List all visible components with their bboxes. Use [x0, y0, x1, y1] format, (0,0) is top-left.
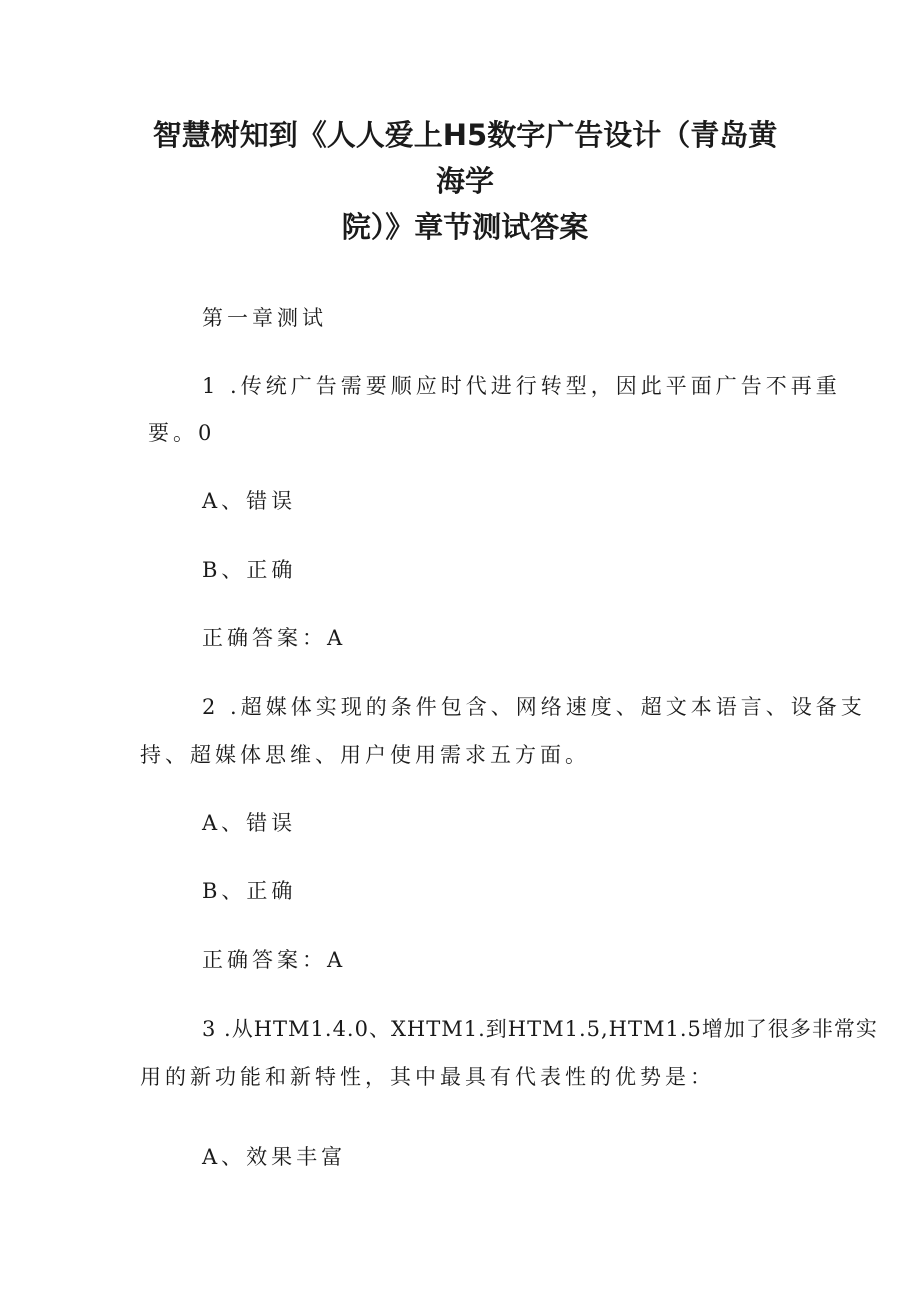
question-2-option-a: A、错误 — [202, 811, 297, 835]
question-2-stem-line-2: 持、超媒体思维、用户使用需求五方面。 — [140, 743, 590, 767]
question-2-stem-line-1: 2 .超媒体实现的条件包含、网络速度、超文本语言、设备支 — [202, 695, 866, 719]
question-1-stem-line-1: 1 .传统广告需要顺应时代进行转型，因此平面广告不再重 — [202, 374, 841, 398]
question-1-answer: 正确答案：A — [202, 626, 347, 650]
document-title-line-2: 院）》章节测试答案 — [341, 210, 589, 244]
question-3-stem-line-1: 3 .从HTM1.4.0、XHTM1.到HTM1.5,HTM1.5增加了很多非常实 — [202, 1017, 878, 1041]
question-3-option-a: A、效果丰富 — [202, 1145, 347, 1169]
question-3-stem-line-2: 用的新功能和新特性，其中最具有代表性的优势是： — [140, 1065, 715, 1089]
question-1-option-a: A、错误 — [202, 489, 297, 513]
chapter-heading: 第一章测试 — [202, 306, 327, 330]
question-2-option-b: B、正确 — [202, 879, 297, 903]
document-title — [150, 112, 780, 250]
question-1-stem-line-2: 要。0 — [148, 421, 216, 445]
question-2-answer: 正确答案：A — [202, 948, 347, 972]
question-1-option-b: B、正确 — [202, 558, 297, 582]
document-title-line-1: 智慧树知到《人人爱上H5数字广告设计（青岛黄海学 — [152, 118, 778, 198]
